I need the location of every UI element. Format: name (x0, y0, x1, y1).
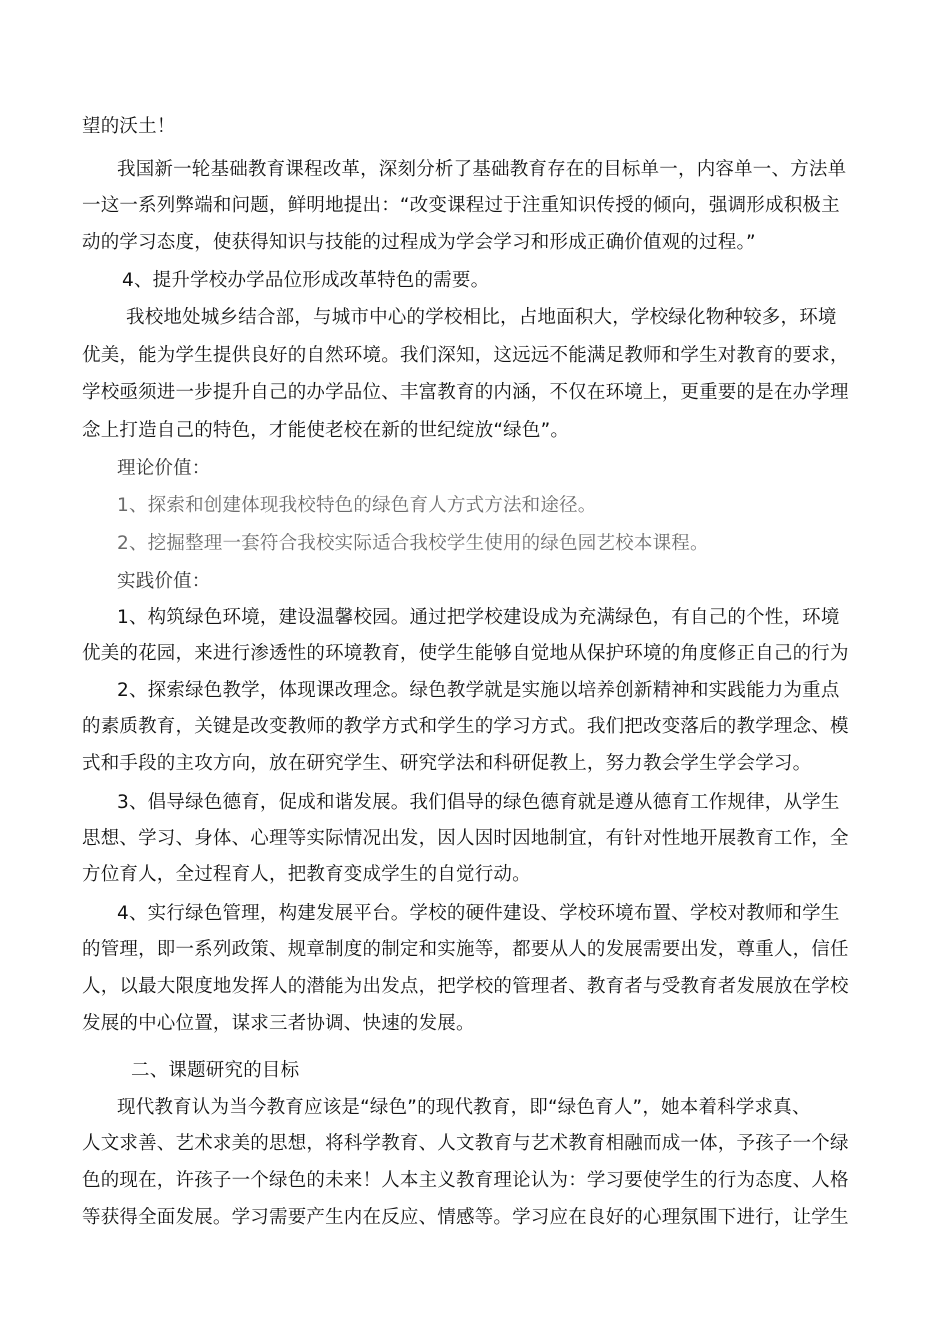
text-line-3: 一这一系列弊端和问题，鲜明地提出：“改变课程过于注重知识传授的倾向，强调形成积极主 (82, 195, 840, 216)
theory-value-label: 理论价值： (117, 458, 211, 479)
practice-item-2-line-2: 的素质教育，关键是改变教师的教学方式和学生的学习方式。我们把改变落后的教学理念、模 (82, 716, 849, 737)
practice-item-3-line-3: 方位育人，全过程育人，把教育变成学生的自觉行动。 (82, 864, 531, 885)
practice-item-4-line-1: 4、实行绿色管理，构建发展平台。学校的硬件建设、学校环境布置、学校对教师和学生 (117, 903, 840, 924)
practice-item-4-line-4: 发展的中心位置，谋求三者协调、快速的发展。 (82, 1013, 475, 1034)
text-line-1: 望的沃土！ (82, 116, 176, 137)
practice-item-1-line-1: 1、构筑绿色环境，建设温馨校园。通过把学校建设成为充满绿色，有自己的个性，环境 (117, 607, 840, 628)
practice-item-4-line-3: 人，以最大限度地发挥人的潜能为出发点，把学校的管理者、教育者与受教育者发展放在学校 (82, 976, 849, 997)
text-line-9: 念上打造自己的特色，才能使老校在新的世纪绽放“绿色”。 (82, 420, 570, 441)
practice-item-1-line-2: 优美的花园，来进行渗透性的环境教育，使学生能够自觉地从保护环境的角度修正自己的行为 (82, 643, 849, 664)
practice-item-2-line-1: 2、探索绿色教学，体现课改理念。绿色教学就是实施以培养创新精神和实践能力为重点 (117, 680, 840, 701)
theory-item-1: 1、探索和创建体现我校特色的绿色育人方式方法和途径。 (117, 495, 597, 516)
text-line-8: 学校亟须进一步提升自己的办学品位、丰富教育的内涵，不仅在环境上，更重要的是在办学理 (82, 382, 849, 403)
practice-item-3-line-1: 3、倡导绿色德育，促成和谐发展。我们倡导的绿色德育就是遵从德育工作规律，从学生 (117, 792, 840, 813)
practice-item-3-line-2: 思想、学习、身体、心理等实际情况出发，因人因时因地制宜，有针对性地开展教育工作，全 (82, 828, 849, 849)
goal-text-line-1: 现代教育认为当今教育应该是“绿色”的现代教育，即“绿色育人”，她本着科学求真、 (117, 1097, 811, 1118)
practice-item-4-line-2: 的管理，即一系列政策、规章制度的制定和实施等，都要从人的发展需要出发，尊重人，信任 (82, 939, 849, 960)
goal-text-line-2: 人文求善、艺术求美的思想，将科学教育、人文教育与艺术教育相融而成一体，予孩子一个绿 (82, 1133, 849, 1154)
goal-text-line-3: 色的现在，许孩子一个绿色的未来！人本主义教育理论认为：学习要使学生的行为态度、人格 (82, 1170, 849, 1191)
text-line-6: 我校地处城乡结合部，与城市中心的学校相比，占地面积大，学校绿化物种较多，环境 (126, 307, 837, 328)
text-line-2: 我国新一轮基础教育课程改革，深刻分析了基础教育存在的目标单一，内容单一、方法单 (117, 159, 847, 180)
goal-text-line-4: 等获得全面发展。学习需要产生内在反应、情感等。学习应在良好的心理氛围下进行，让学生 (82, 1207, 849, 1228)
section-heading-2: 二、课题研究的目标 (131, 1060, 300, 1081)
text-line-4: 动的学习态度，使获得知识与技能的过程成为学会学习和形成正确价值观的过程。” (82, 232, 756, 253)
text-line-7: 优美，能为学生提供良好的自然环境。我们深知，这远远不能满足教师和学生对教育的要求， (82, 345, 849, 366)
theory-item-2: 2、挖掘整理一套符合我校实际适合我校学生使用的绿色园艺校本课程。 (117, 533, 709, 554)
practice-value-label: 实践价值： (117, 571, 211, 592)
section-heading-4: 4、提升学校办学品位形成改革特色的需要。 (122, 270, 490, 291)
practice-item-2-line-3: 式和手段的主攻方向，放在研究学生、研究学法和科研促教上，努力教会学生学会学习。 (82, 753, 812, 774)
